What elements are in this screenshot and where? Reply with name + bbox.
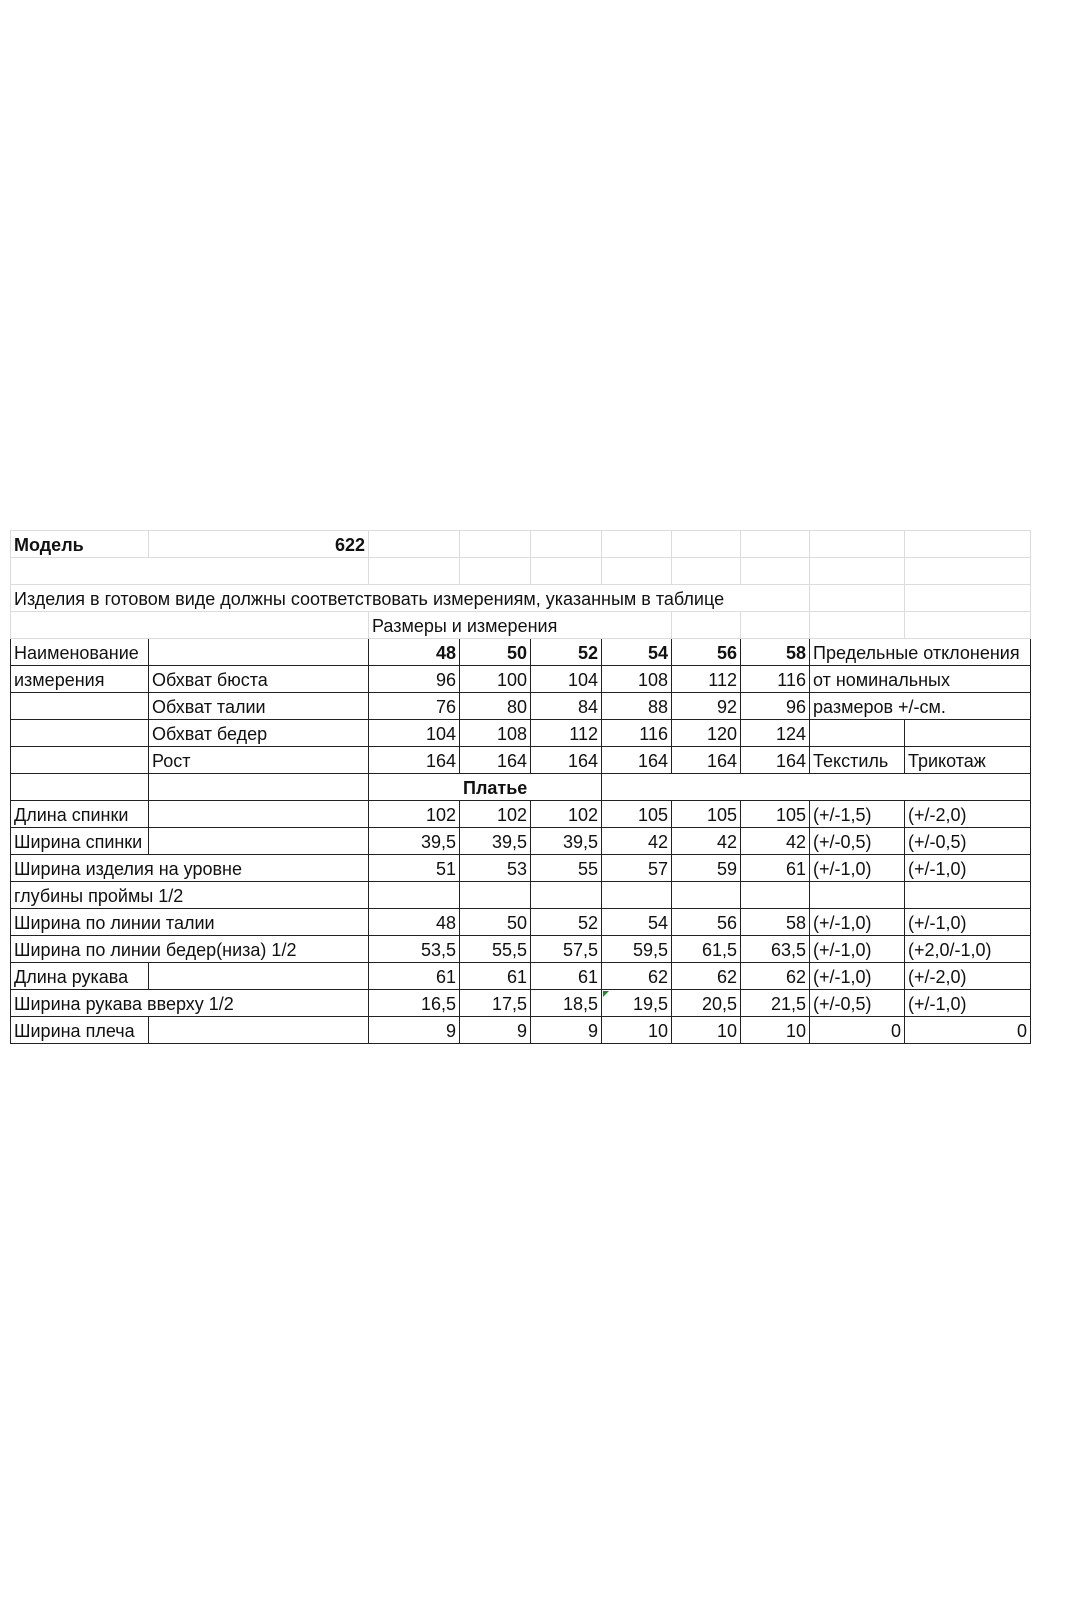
garment-value: 102 xyxy=(460,801,531,828)
garment-row xyxy=(11,990,1031,1017)
empty-cell xyxy=(369,531,460,558)
measure-value: 116 xyxy=(741,666,810,693)
garment-value: 42 xyxy=(741,828,810,855)
garment-row xyxy=(11,963,1031,990)
model-label: Модель xyxy=(11,531,149,558)
garment-measure-name: Длина спинки xyxy=(11,801,149,828)
empty-cell xyxy=(11,720,149,747)
body-measure-row xyxy=(11,666,1031,693)
knit-tolerance: 0 xyxy=(905,1017,1031,1044)
empty-cell xyxy=(810,720,905,747)
garment-measure-name: Ширина спинки xyxy=(11,828,149,855)
empty-cell xyxy=(602,774,1031,801)
garment-measure-name: глубины проймы 1/2 xyxy=(11,882,369,909)
empty-cell xyxy=(11,558,369,585)
measure-value: 84 xyxy=(531,693,602,720)
garment-value: 62 xyxy=(672,963,741,990)
measure-value: 164 xyxy=(369,747,460,774)
measure-value: 120 xyxy=(672,720,741,747)
garment-value: 9 xyxy=(369,1017,460,1044)
measure-value: 164 xyxy=(741,747,810,774)
measure-value: 104 xyxy=(369,720,460,747)
deviation-header-cont: от номинальных xyxy=(810,666,1031,693)
garment-value: 55,5 xyxy=(460,936,531,963)
header-row xyxy=(11,639,1031,666)
textile-tolerance: (+/-0,5) xyxy=(810,828,905,855)
knit-tolerance: (+/-1,0) xyxy=(905,855,1031,882)
garment-value: 10 xyxy=(602,1017,672,1044)
empty-cell xyxy=(672,531,741,558)
garment-value: 57 xyxy=(602,855,672,882)
measure-name: Обхват бюста xyxy=(149,666,369,693)
empty-cell xyxy=(460,558,531,585)
garment-value: 17,5 xyxy=(460,990,531,1017)
measure-value: 164 xyxy=(531,747,602,774)
garment-value: 21,5 xyxy=(741,990,810,1017)
textile-header: Текстиль xyxy=(810,747,905,774)
empty-cell xyxy=(149,639,369,666)
garment-value: 20,5 xyxy=(672,990,741,1017)
garment-measure-name: Ширина рукава вверху 1/2 xyxy=(11,990,369,1017)
measure-value: 100 xyxy=(460,666,531,693)
empty-cell xyxy=(741,531,810,558)
table-note: Изделия в готовом виде должны соответствовать измерениям, указанным в таблице xyxy=(11,585,810,612)
garment-value: 39,5 xyxy=(369,828,460,855)
empty-cell xyxy=(741,612,810,639)
size-header: 50 xyxy=(460,639,531,666)
measure-name: Обхват талии xyxy=(149,693,369,720)
garment-value: 48 xyxy=(369,909,460,936)
empty-cell xyxy=(531,558,602,585)
sizes-caption: Размеры и измерения xyxy=(369,612,672,639)
garment-value: 54 xyxy=(602,909,672,936)
measure-value: 96 xyxy=(741,693,810,720)
measure-value: 164 xyxy=(672,747,741,774)
measure-name: Рост xyxy=(149,747,369,774)
size-header: 58 xyxy=(741,639,810,666)
empty-cell xyxy=(741,558,810,585)
textile-tolerance: (+/-1,0) xyxy=(810,855,905,882)
model-row xyxy=(11,531,1031,558)
empty-cell xyxy=(905,531,1031,558)
deviation-header: Предельные отклонения xyxy=(810,639,1031,666)
measure-value: 164 xyxy=(602,747,672,774)
garment-value: 42 xyxy=(602,828,672,855)
garment-value xyxy=(741,882,810,909)
garment-value: 105 xyxy=(672,801,741,828)
empty-cell xyxy=(672,558,741,585)
garment-value xyxy=(369,882,460,909)
measure-name: Обхват бедер xyxy=(149,720,369,747)
textile-tolerance: (+/-1,5) xyxy=(810,801,905,828)
empty-cell xyxy=(460,531,531,558)
empty-cell xyxy=(11,612,369,639)
empty-cell xyxy=(149,828,369,855)
knit-tolerance: (+/-1,0) xyxy=(905,990,1031,1017)
empty-cell xyxy=(149,963,369,990)
garment-measure-name: Ширина по линии бедер(низа) 1/2 xyxy=(11,936,369,963)
measure-value: 108 xyxy=(460,720,531,747)
garment-value: 18,5 xyxy=(531,990,602,1017)
garment-measure-name: Ширина по линии талии xyxy=(11,909,369,936)
garment-row xyxy=(11,936,1031,963)
garment-value: 59,5 xyxy=(602,936,672,963)
measure-value: 112 xyxy=(672,666,741,693)
garment-value: 105 xyxy=(602,801,672,828)
garment-value: 39,5 xyxy=(460,828,531,855)
measure-value: 112 xyxy=(531,720,602,747)
knit-tolerance xyxy=(905,882,1031,909)
measure-value: 76 xyxy=(369,693,460,720)
empty-cell xyxy=(149,1017,369,1044)
empty-cell xyxy=(672,612,741,639)
measure-value: 164 xyxy=(460,747,531,774)
garment-measure-name: Ширина плеча xyxy=(11,1017,149,1044)
empty-cell xyxy=(810,558,905,585)
garment-value: 39,5 xyxy=(531,828,602,855)
measure-value: 88 xyxy=(602,693,672,720)
garment-value: 102 xyxy=(369,801,460,828)
garment-value: 102 xyxy=(531,801,602,828)
garment-value: 61 xyxy=(460,963,531,990)
textile-tolerance: (+/-1,0) xyxy=(810,936,905,963)
textile-tolerance: (+/-0,5) xyxy=(810,990,905,1017)
empty-cell xyxy=(149,774,369,801)
knit-tolerance: (+/-0,5) xyxy=(905,828,1031,855)
empty-cell xyxy=(149,801,369,828)
measure-value: 124 xyxy=(741,720,810,747)
garment-value: 58 xyxy=(741,909,810,936)
empty-cell xyxy=(11,747,149,774)
garment-value: 63,5 xyxy=(741,936,810,963)
garment-value: 53,5 xyxy=(369,936,460,963)
garment-row xyxy=(11,828,1031,855)
caption-row xyxy=(11,612,1031,639)
measure-value: 116 xyxy=(602,720,672,747)
size-header: 56 xyxy=(672,639,741,666)
garment-measure-name: Ширина изделия на уровне xyxy=(11,855,369,882)
model-number: 622 xyxy=(149,531,369,558)
empty-cell xyxy=(11,693,149,720)
empty-cell xyxy=(602,558,672,585)
knit-tolerance: (+2,0/-1,0) xyxy=(905,936,1031,963)
measure-value: 92 xyxy=(672,693,741,720)
spacer-row xyxy=(11,558,1031,585)
empty-cell xyxy=(11,774,149,801)
deviation-header-cont: размеров +/-см. xyxy=(810,693,1031,720)
empty-cell xyxy=(369,558,460,585)
size-header: 52 xyxy=(531,639,602,666)
empty-cell xyxy=(602,531,672,558)
knit-tolerance: (+/-1,0) xyxy=(905,909,1031,936)
measure-value: 104 xyxy=(531,666,602,693)
body-measure-row xyxy=(11,747,1031,774)
section-row xyxy=(11,774,1031,801)
size-header: 54 xyxy=(602,639,672,666)
empty-cell xyxy=(810,585,905,612)
textile-tolerance: (+/-1,0) xyxy=(810,963,905,990)
garment-value: 53 xyxy=(460,855,531,882)
knit-tolerance: (+/-2,0) xyxy=(905,801,1031,828)
empty-cell xyxy=(531,531,602,558)
garment-value xyxy=(672,882,741,909)
knit-tolerance: (+/-2,0) xyxy=(905,963,1031,990)
measure-value: 96 xyxy=(369,666,460,693)
garment-value: 50 xyxy=(460,909,531,936)
measure-value: 108 xyxy=(602,666,672,693)
size-table xyxy=(10,530,1031,1044)
empty-cell xyxy=(810,612,905,639)
section-title: Платье xyxy=(369,774,602,801)
garment-value: 62 xyxy=(602,963,672,990)
empty-cell xyxy=(905,612,1031,639)
body-measure-row xyxy=(11,693,1031,720)
knitwear-header: Трикотаж xyxy=(905,747,1031,774)
textile-tolerance xyxy=(810,882,905,909)
garment-value: 61 xyxy=(741,855,810,882)
empty-cell xyxy=(905,558,1031,585)
garment-value: 9 xyxy=(531,1017,602,1044)
garment-value: 10 xyxy=(672,1017,741,1044)
garment-row xyxy=(11,909,1031,936)
name-header-cont: измерения xyxy=(11,666,149,693)
garment-value: 62 xyxy=(741,963,810,990)
garment-value: 55 xyxy=(531,855,602,882)
garment-value: 10 xyxy=(741,1017,810,1044)
garment-row xyxy=(11,855,1031,882)
garment-row xyxy=(11,801,1031,828)
garment-row xyxy=(11,882,1031,909)
garment-value: 61,5 xyxy=(672,936,741,963)
name-header: Наименование xyxy=(11,639,149,666)
empty-cell xyxy=(905,585,1031,612)
empty-cell xyxy=(905,720,1031,747)
garment-value: 42 xyxy=(672,828,741,855)
body-measure-row xyxy=(11,720,1031,747)
textile-tolerance: 0 xyxy=(810,1017,905,1044)
garment-value xyxy=(531,882,602,909)
garment-value: 61 xyxy=(531,963,602,990)
empty-cell xyxy=(810,531,905,558)
garment-value: 56 xyxy=(672,909,741,936)
size-header: 48 xyxy=(369,639,460,666)
garment-value: 9 xyxy=(460,1017,531,1044)
textile-tolerance: (+/-1,0) xyxy=(810,909,905,936)
garment-value xyxy=(602,882,672,909)
garment-value: 59 xyxy=(672,855,741,882)
garment-row xyxy=(11,1017,1031,1044)
garment-value: 61 xyxy=(369,963,460,990)
garment-value: 57,5 xyxy=(531,936,602,963)
garment-measure-name: Длина рукава xyxy=(11,963,149,990)
garment-value: 16,5 xyxy=(369,990,460,1017)
garment-value xyxy=(460,882,531,909)
garment-value: 51 xyxy=(369,855,460,882)
measure-value: 80 xyxy=(460,693,531,720)
garment-value: 105 xyxy=(741,801,810,828)
garment-value: 19,5 xyxy=(602,990,672,1017)
note-row xyxy=(11,585,1031,612)
garment-value: 52 xyxy=(531,909,602,936)
